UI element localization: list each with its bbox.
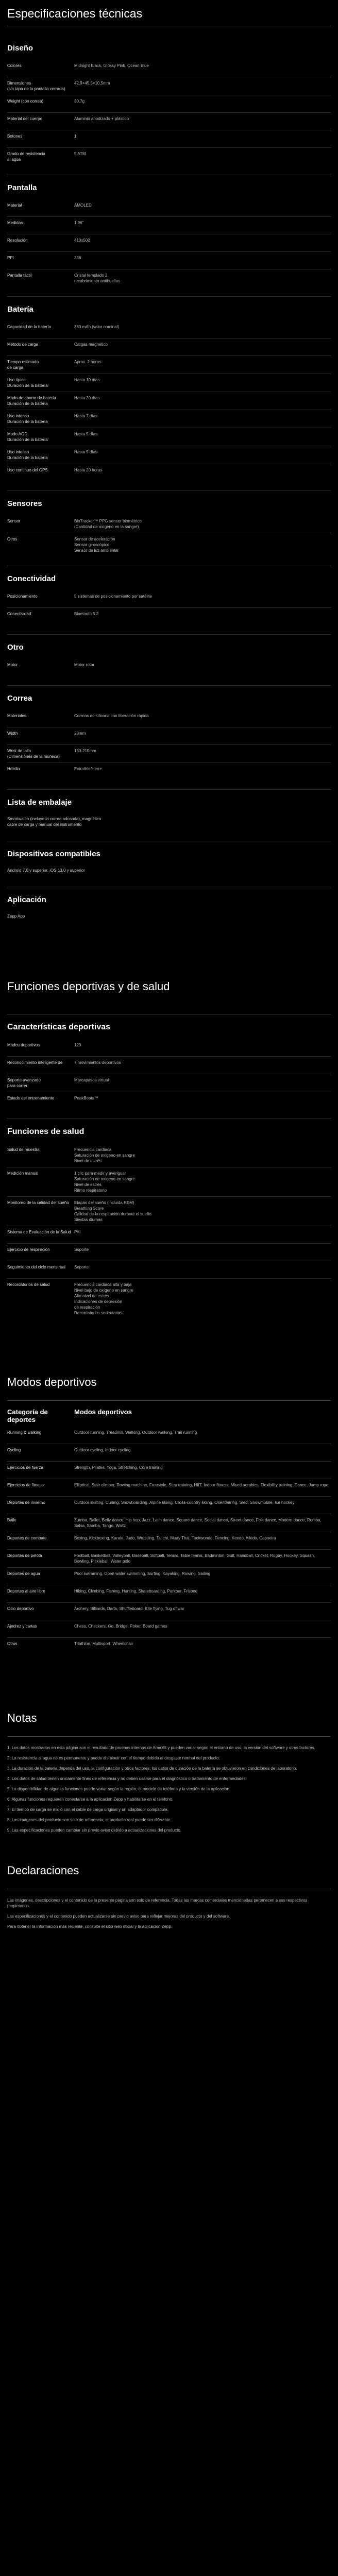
spec-key: Deportes de invierno (7, 1500, 45, 1505)
health-rows (7, 1144, 331, 1319)
spec-key: Resolución (7, 238, 28, 243)
spec-key: Hebilla (7, 767, 20, 771)
spec-value: 130-210mm (74, 749, 96, 753)
spec-row (7, 1620, 331, 1637)
spec-key: Uso típico Duración de la batería (7, 378, 48, 388)
spec-row (7, 607, 331, 625)
spec-key: Uso intenso Duración de la batería (7, 414, 48, 424)
spec-value: 1,96" (74, 221, 84, 225)
spec-value: Boxing, Kickboxing, Karate, Judo, Wrestling, Tai chi, Muay Thai, Taekwondo, Fencing, Kendo, Aikido, Capoeira (74, 1536, 276, 1540)
spec-row (7, 1196, 331, 1226)
spec-row (7, 710, 331, 727)
spec-group-title: Correa (7, 694, 32, 703)
spec-groups (7, 36, 331, 780)
spec-value: 120 (74, 1043, 81, 1047)
spec-row (7, 392, 331, 410)
spec-value: Hasta 5 días (74, 450, 97, 454)
spec-value: 5 sistemas de posicionamiento por satélite (74, 594, 152, 599)
spec-key: Uso continuo del GPS (7, 468, 48, 472)
spec-key: Width (7, 731, 18, 736)
spec-key: Material del cuerpo (7, 116, 43, 121)
spec-value: Aprox. 2 horas (74, 360, 102, 364)
spec-row (7, 410, 331, 428)
spec-value: 5 ATM (74, 151, 86, 156)
spec-group (7, 36, 331, 165)
spec-row (7, 216, 331, 234)
spec-key: Deportes al aire libre (7, 1589, 45, 1594)
features-group (7, 1014, 331, 1109)
spec-value: Bluetooth 5.2 (74, 612, 99, 616)
spec-value: Frecuencia cardíaca alta y baja Nivel bajo de oxígeno en sangre Alto nivel de estrés Indicaciones de depresión de respiración Recordatorios sedentarios (74, 1282, 133, 1315)
spec-value: Marcapasos virtual (74, 1078, 109, 1082)
modes-title: Modos deportivos (7, 1376, 97, 1388)
spec-group (7, 175, 331, 287)
features-rows (7, 1039, 331, 1109)
spec-group (7, 296, 331, 481)
compat-text: Android 7.0 y superior, iOS 13.0 y superior (7, 868, 85, 873)
paragraph: Las especificaciones y el contenido pueden actualizarse sin previo aviso para reflejar mejoras del producto y del software. (7, 1914, 230, 1919)
specs-title: Especificaciones técnicas (7, 7, 143, 20)
spec-value: Correas de silicona con liberación rápida (74, 714, 149, 718)
spec-key: Ejercicio de respiración (7, 1247, 50, 1252)
spec-value: Sensor de aceleración Sensor giroscópico Sensor de luz ambiental (74, 537, 119, 553)
spec-value: Hasta 7 días (74, 414, 97, 418)
spec-value: BioTracker™ PPG sensor biométrico (Cantidad de oxígeno en la sangre) (74, 519, 142, 529)
spec-value: 336 (74, 256, 81, 260)
spec-key: Ejercicios de fuerza (7, 1465, 43, 1470)
spec-row (7, 762, 331, 780)
spec-key: Cycling (7, 1448, 21, 1452)
spec-key: Running & walking (7, 1430, 42, 1435)
spec-value: Cristal templado 2, recubrimiento antihuellas (74, 273, 120, 283)
spec-key: Botones (7, 134, 23, 139)
spec-value: 42,9×45,5×10,5mm (74, 81, 110, 86)
spec-key: Pantalla táctil (7, 273, 32, 278)
spec-key: Posicionamiento (7, 594, 38, 599)
spec-key: Medición manual (7, 1171, 39, 1176)
spec-key: Wrist de talla (Dimensiones de la muñeca) (7, 749, 60, 759)
spec-group-title: Otro (7, 643, 24, 652)
spec-value: Soporte (74, 1247, 89, 1252)
spec-row (7, 77, 331, 95)
spec-key: Modos deportivos (7, 1043, 40, 1047)
spec-key: Otros (7, 1641, 18, 1646)
spec-row (7, 1074, 331, 1092)
app-text: Zepp App (7, 914, 25, 919)
paragraph: 2. La resistencia al agua no es permanente y puede disminuir con el tiempo debido al desgaste normal del producto. (7, 1756, 220, 1760)
notes-title: Notas (7, 1711, 331, 1737)
spec-row (7, 1479, 331, 1496)
spec-value: Elliptical, Stair climber, Rowing machine, Freestyle, Step training, HIIT, Indoor fitness, Mixed aerobics, Flexibility training, Dance, Jump rope (74, 1483, 329, 1487)
spec-group (7, 490, 331, 556)
spec-row (7, 590, 331, 607)
spec-value: Soporte (74, 1265, 89, 1269)
spec-row (7, 1056, 331, 1074)
spec-key: Recordatorios de salud (7, 1282, 50, 1287)
decl-title: Declaraciones (7, 1864, 331, 1889)
sports-title: Funciones deportivas y de salud (7, 980, 170, 993)
spec-row (7, 112, 331, 130)
paragraph: 5. La disponibilidad de algunas funciones puede variar según la región, el modelo de teléfono y la versión de la aplicación. (7, 1787, 231, 1791)
specs-section (7, 0, 331, 923)
spec-row (7, 1427, 331, 1444)
spec-key: Modo de ahorro de batería Duración de la batería (7, 396, 56, 406)
spec-value: Archery, Billiards, Darts, Shuffleboard, Kite flying, Tug of war (74, 1606, 184, 1611)
paragraph: 3. La duración de la batería depende del uso, la configuración y otros factores; los datos de duración de la batería se obtuvieron en condiciones de laboratorio. (7, 1766, 297, 1771)
spec-value: Hasta 10 días (74, 378, 100, 382)
spec-group-title: Sensores (7, 499, 42, 508)
decl-section (7, 1864, 331, 1929)
spec-key: Salud de muestra (7, 1147, 40, 1152)
spec-row (7, 1461, 331, 1479)
spec-key: Material (7, 203, 22, 208)
spec-key: Baile (7, 1518, 16, 1522)
spec-value: Etapas del sueño (incluida REM) Breathing Score Calidad de la respiración durante el sueño Siestas diurnas (74, 1200, 151, 1222)
spec-key: Ejercicios de fitness (7, 1483, 44, 1487)
health-title: Funciones de salud (7, 1127, 84, 1136)
spec-row (7, 515, 331, 533)
spec-row (7, 130, 331, 147)
spec-row (7, 1039, 331, 1056)
spec-row (7, 1226, 331, 1243)
spec-value: Cargas magnético (74, 342, 108, 347)
spec-key: Uso intenso Duración de la batería (7, 450, 48, 460)
spec-row (7, 338, 331, 355)
spec-key: Materiales (7, 714, 26, 718)
spec-group (7, 566, 331, 625)
spec-value: Outdoor skating, Curling, Snowboarding, Alpine skiing, Cross-country skiing, Orienteering, Sled, Snowmobile, Ice hockey (74, 1500, 295, 1505)
spec-row (7, 533, 331, 556)
spec-row (7, 1261, 331, 1278)
spec-row (7, 374, 331, 392)
modes-section (7, 1376, 331, 1655)
spec-value: 30,7g (74, 99, 85, 104)
spec-key: Motor (7, 663, 18, 667)
spec-key: Estado del entrenamiento (7, 1096, 55, 1100)
spec-group-title: Conectividad (7, 574, 56, 583)
spec-key: Sistema de Evaluación de la Salud (7, 1230, 71, 1234)
spec-key: Otros (7, 537, 18, 541)
spec-value: Hasta 5 días (74, 432, 97, 436)
spec-row (7, 199, 331, 216)
spec-value: Triathlon, Multisport, Wheelchair (74, 1641, 133, 1646)
spec-group-title: Pantalla (7, 183, 37, 192)
spec-key: Monitoreo de la calidad del sueño (7, 1200, 69, 1205)
spec-group-title: Diseño (7, 44, 33, 53)
spec-row (7, 744, 331, 762)
spec-key: Ocio deportivo (7, 1606, 34, 1611)
spec-value: 1 clic para medir y averiguar Saturación de oxígeno en sangre Nivel de estrés Ritmo respiratorio (74, 1171, 135, 1193)
notes-section (7, 1711, 331, 1833)
spec-key: Soporte avanzado para correr (7, 1078, 41, 1088)
decl-paras (7, 1897, 331, 1929)
features-title: Características deportivas (7, 1023, 111, 1031)
spec-key: Colores (7, 63, 22, 68)
spec-row (7, 1167, 331, 1196)
specs-header (7, 0, 331, 26)
spec-group (7, 634, 331, 676)
health-group (7, 1118, 331, 1319)
spec-key: Capacidad de la batería (7, 325, 51, 329)
spec-key: Conectividad (7, 612, 31, 616)
spec-row (7, 234, 331, 251)
spec-value: AMOLED (74, 203, 92, 208)
modes-rows (7, 1427, 331, 1655)
notes-paras (7, 1745, 331, 1833)
paragraph: 9. Las especificaciones pueden cambiar sin previo aviso debido a actualizaciones del producto. (7, 1828, 181, 1833)
spec-row (7, 251, 331, 269)
spec-key: Grado de resistencia al agua (7, 151, 45, 162)
spec-key: Reconocimiento inteligente de (7, 1060, 63, 1065)
spec-key: Deportes de pelota (7, 1553, 42, 1558)
paragraph: Para obtener la información más reciente, consulte el sitio web oficial y la aplicación Zepp. (7, 1924, 173, 1929)
spec-row (7, 269, 331, 287)
spec-row (7, 1549, 331, 1567)
spec-key: Weight (con correa) (7, 99, 44, 104)
spec-value: Hiking, Climbing, Fishing, Hunting, Skateboarding, Parkour, Frisbee (74, 1589, 198, 1594)
spec-value: Aluminio anodizado + plástico (74, 116, 129, 121)
spec-value: 410x502 (74, 238, 90, 243)
spec-key: Tiempo estimado de carga (7, 360, 39, 370)
spec-value: Zumba, Ballet, Belly dance, Hip hop, Jazz, Latin dance, Square dance, Social dance, Street dance, Folk dance, Modern dance, Rumba, Salsa, Samba, Tango, Waltz (74, 1518, 322, 1528)
paragraph: 1. Los datos mostrados en esta página son el resultado de pruebas internas de Amazfit y pueden variar según el entorno de uso, la versión del software y otros factores. (7, 1745, 315, 1750)
spec-value: Midnight Black, Glossy Pink, Ocean Blue (74, 63, 149, 68)
spec-row (7, 1585, 331, 1602)
spec-row (7, 1444, 331, 1461)
spec-value: Frecuencia cardíaca Saturación de oxígeno en sangre Nivel de estrés (74, 1147, 135, 1163)
spec-row (7, 1243, 331, 1261)
paragraph: 8. Las imágenes del producto son solo de referencia; el producto real puede ser diferente. (7, 1818, 172, 1822)
spec-key: PPI (7, 256, 14, 260)
spec-value: Hasta 20 horas (74, 468, 103, 472)
spec-row (7, 147, 331, 165)
spec-group-title: Batería (7, 305, 33, 314)
packing-text: Smartwatch (incluye la correa adosada), magnético cable de carga y manual del instrumento (7, 817, 102, 827)
spec-value: Strength, Pilates, Yoga, Stretching, Core training (74, 1465, 163, 1470)
spec-row (7, 428, 331, 446)
spec-value: PAI (74, 1230, 81, 1234)
packing-title: Lista de embalaje (7, 798, 72, 807)
packing-group (7, 789, 331, 832)
spec-value: Motor rotor (74, 663, 95, 667)
spec-row (7, 727, 331, 744)
spec-key: Deportes de combate (7, 1536, 47, 1540)
modes-modes-label: Modos deportivos (74, 1408, 132, 1416)
spec-key: Medidas (7, 221, 23, 225)
compat-group (7, 841, 331, 877)
spec-row (7, 446, 331, 464)
spec-value: Outdoor running, Treadmill, Walking, Outdoor walking, Trail running (74, 1430, 197, 1435)
spec-key: Seguimiento del ciclo menstrual (7, 1265, 65, 1269)
spec-key: Deportes de agua (7, 1571, 40, 1576)
spec-row (7, 1144, 331, 1167)
spec-value: PeakBeats™ (74, 1096, 98, 1100)
spec-row (7, 659, 331, 676)
modes-cat-label: Categoría de deportes (7, 1408, 48, 1423)
spec-row (7, 95, 331, 112)
paragraph: 7. El tiempo de carga se midió con el cable de carga original y un adaptador compatible. (7, 1807, 168, 1812)
spec-row (7, 464, 331, 481)
spec-group (7, 685, 331, 780)
spec-value: Hasta 20 días (74, 396, 100, 400)
paragraph: 4. Los datos de salud tienen únicamente fines de referencia y no deben usarse para el diagnóstico o tratamiento de enfermedades. (7, 1776, 247, 1781)
spec-key: Ajedrez y cartas (7, 1624, 37, 1629)
spec-row (7, 1092, 331, 1109)
spec-row (7, 60, 331, 77)
spec-row (7, 355, 331, 374)
spec-row (7, 1278, 331, 1319)
spec-key: Método de carga (7, 342, 39, 347)
sports-section (7, 980, 331, 1319)
spec-row (7, 321, 331, 338)
compat-title: Dispositivos compatibles (7, 850, 100, 858)
spec-value: 1 (74, 134, 77, 139)
spec-row (7, 1514, 331, 1532)
spec-row (7, 1532, 331, 1549)
app-group (7, 887, 331, 923)
spec-value: Football, Basketball, Volleyball, Baseball, Softball, Tennis, Table tennis, Badminton, Golf, Handball, Cricket, Rugby, Hockey, Squash, Bowling, Pickleball, Water polo (74, 1553, 315, 1564)
spec-value: Extraíble/cierre (74, 767, 102, 771)
spec-value: 380 mAh (valor nominal) (74, 325, 120, 329)
spec-row (7, 1637, 331, 1655)
spec-value: Chess, Checkers, Go, Bridge, Poker, Board games (74, 1624, 167, 1629)
app-title: Aplicación (7, 895, 46, 904)
spec-row (7, 1602, 331, 1620)
paragraph: Las imágenes, descripciones y el contenido de la presente página son solo de referencia. Todas las marcas comerciales mencionadas pertenecen a sus respectivos propietarios. (7, 1898, 308, 1908)
paragraph: 6. Algunas funciones requieren conectarse a la aplicación Zepp y habilitarse en el teléfono. (7, 1797, 173, 1802)
spec-row (7, 1496, 331, 1514)
modes-header-row (7, 1400, 331, 1427)
spec-value: Outdoor cycling, Indoor cycling (74, 1448, 131, 1452)
spec-row (7, 1567, 331, 1585)
spec-key: Dimensiones (sin tapa de la pantalla cerrada) (7, 81, 65, 91)
spec-value: 7 movimientos deportivos (74, 1060, 121, 1065)
spec-key: Sensor (7, 519, 21, 523)
spec-key: Modo AOD Duración de la batería (7, 432, 48, 442)
spec-value: Pool swimming, Open water swimming, Surfing, Kayaking, Rowing, Sailing (74, 1571, 211, 1576)
spec-value: 20mm (74, 731, 86, 736)
